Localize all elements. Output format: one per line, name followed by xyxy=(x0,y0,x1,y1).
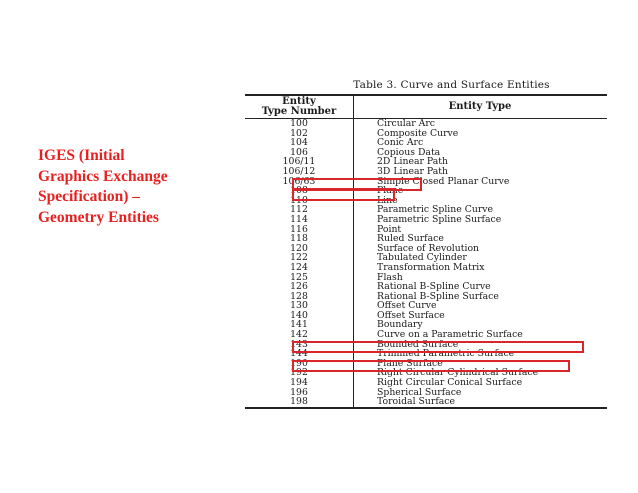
slide-title-line-3: Specification) – xyxy=(38,188,141,205)
type-number-cell: 190 xyxy=(290,357,308,369)
entity-type-cell: Curve on a Parametric Surface xyxy=(377,329,523,341)
type-number-cell: 116 xyxy=(290,223,308,235)
type-number-cell: 192 xyxy=(290,367,308,379)
entity-type-cell: Rational B-Spline Surface xyxy=(377,290,499,302)
slide-title-line-4: Geometry Entities xyxy=(38,208,159,226)
type-number-cell: 144 xyxy=(290,348,308,360)
type-number-cell: 122 xyxy=(290,252,308,264)
type-number-cell: 106/12 xyxy=(282,165,316,177)
entity-type-cell: Surface of Revolution xyxy=(377,242,480,254)
entity-type-cell: Simple Closed Planar Curve xyxy=(377,175,510,187)
type-number-cell: 102 xyxy=(290,127,308,139)
entity-type-cell: Ruled Surface xyxy=(377,233,444,245)
entity-type-cell: Copious Data xyxy=(377,146,441,158)
type-number-cell: 106/11 xyxy=(282,156,316,168)
type-number-cell: 142 xyxy=(290,329,308,341)
type-number-cell: 106 xyxy=(290,146,308,158)
entity-type-cell: Trimmed Parametric Surface xyxy=(377,348,515,360)
entity-type-cell: Point xyxy=(377,223,402,235)
entity-type-cell: Bounded Surface xyxy=(377,338,459,350)
entity-type-cell: Composite Curve xyxy=(377,127,459,139)
type-number-cell: 130 xyxy=(290,300,308,312)
highlight-box-line xyxy=(292,188,395,201)
type-number-cell: 198 xyxy=(290,396,308,408)
header-entity-type: Entity Type xyxy=(448,101,512,112)
entity-type-cell: Conic Arc xyxy=(377,137,424,149)
type-number-cell: 194 xyxy=(290,377,308,389)
entity-type-cell: Transformation Matrix xyxy=(377,261,485,273)
entity-type-cell: Spherical Surface xyxy=(377,386,462,398)
header-type-number-line-2: Type Number xyxy=(261,106,337,117)
type-number-cell: 125 xyxy=(290,271,308,283)
entity-type-cell: Plane xyxy=(377,185,404,197)
header-type-number-line-1: Entity xyxy=(282,96,316,107)
header-type-number xyxy=(245,96,353,118)
type-number-cell: 110 xyxy=(290,194,308,206)
highlight-box-trimmed-parametric-surface xyxy=(292,360,570,372)
type-number-cell: 100 xyxy=(290,118,308,129)
entity-type-cell: Right Circular Conical Surface xyxy=(377,377,523,389)
type-number-cell: 108 xyxy=(290,185,308,197)
table-row xyxy=(245,397,607,407)
highlight-box-curve-on-parametric-surface xyxy=(292,341,584,353)
entity-type-cell: Parametric Spline Curve xyxy=(377,204,494,216)
table-caption: Table 3. Curve and Surface Entities xyxy=(353,79,550,91)
type-number-cell: 104 xyxy=(290,137,308,149)
type-number-cell: 141 xyxy=(290,319,308,331)
entity-type-cell: Line xyxy=(377,194,398,206)
table-header xyxy=(245,96,607,119)
type-number-cell: 120 xyxy=(290,242,308,254)
type-number-cell: 114 xyxy=(290,213,308,225)
type-number-cell: 128 xyxy=(290,290,308,302)
entity-type-cell: Rational B-Spline Curve xyxy=(377,281,491,293)
entity-type-cell: 2D Linear Path xyxy=(377,156,449,168)
entity-type-cell: Plane Surface xyxy=(377,357,443,369)
entity-type-cell: 3D Linear Path xyxy=(377,165,449,177)
slide-title-line-1: IGES (Initial xyxy=(38,147,125,164)
type-number-cell: 140 xyxy=(290,309,308,321)
entity-type-cell: Tabulated Cylinder xyxy=(377,252,467,264)
type-number-cell: 143 xyxy=(290,338,308,350)
entity-type-cell: Right Circular Cylindrical Surface xyxy=(377,367,539,379)
entity-type-cell: Boundary xyxy=(377,319,423,331)
entity-type-cell: Offset Curve xyxy=(377,300,437,312)
entity-type-cell: Flash xyxy=(377,271,403,283)
type-number-cell: 118 xyxy=(290,233,308,245)
type-number-cell: 106/63 xyxy=(282,175,316,187)
entity-table-figure xyxy=(245,76,610,409)
slide-title-line-2: Graphics Exchange xyxy=(38,167,168,185)
entity-type-cell: Toroidal Surface xyxy=(377,396,456,408)
entity-type-cell: Parametric Spline Surface xyxy=(377,213,502,225)
type-number-cell: 126 xyxy=(290,281,308,293)
type-number-cell: 124 xyxy=(290,261,308,273)
entity-type-cell: Circular Arc xyxy=(377,118,436,129)
entity-table xyxy=(245,94,607,409)
type-number-cell: 196 xyxy=(290,386,308,398)
type-number-cell: 112 xyxy=(290,204,308,216)
slide-title xyxy=(38,146,228,228)
entity-type-cell: Offset Surface xyxy=(377,309,445,321)
